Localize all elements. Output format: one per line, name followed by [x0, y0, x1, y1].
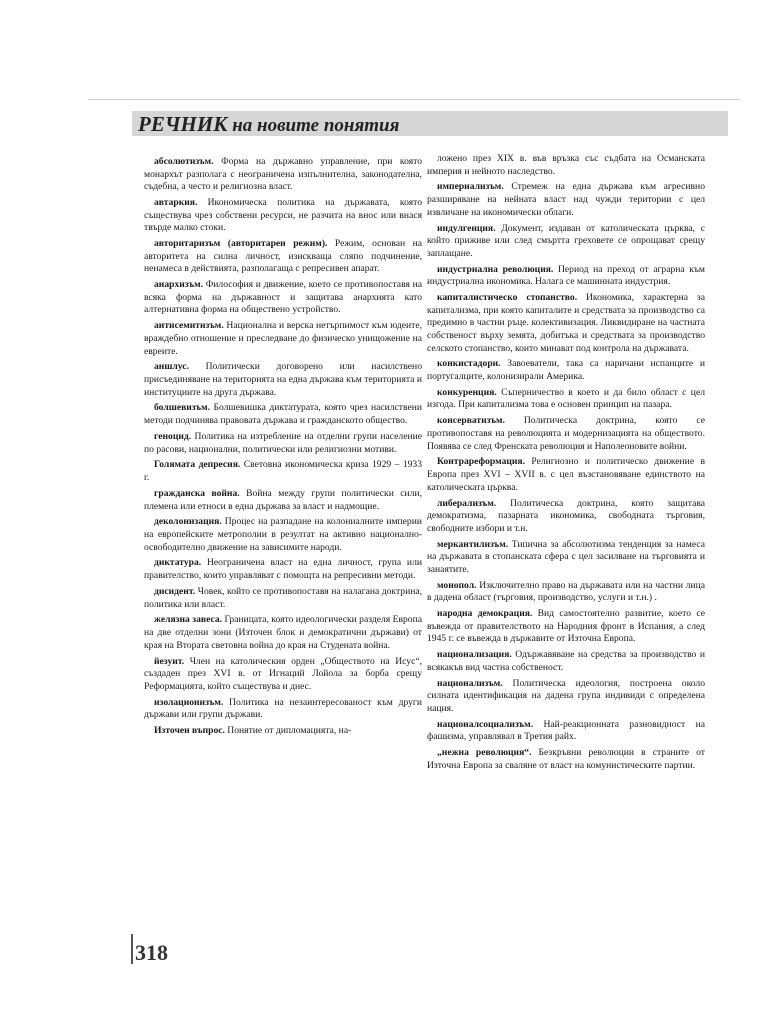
glossary-entry: [144, 279, 422, 317]
glossary-definition: Болшевишка диктатурата, която чрез насилствени методи подчинява правовата държава и гражданското общество.: [144, 402, 422, 427]
glossary-definition: Период на преход от аграрна към индустриална икономика. Налага се машинната индустрия.: [427, 263, 705, 288]
glossary-term: либерализъм.: [437, 497, 497, 509]
glossary-definition: Човек, който се противопоставя на налагана доктрина, политика или власт.: [144, 585, 422, 610]
glossary-definition: Съперничество в което и да било област с цел изгода. При капитализма това е основен принцип на пазара.: [427, 386, 705, 411]
glossary-term: националсоциализъм.: [437, 718, 534, 730]
glossary-term: консерватизъм.: [437, 415, 505, 427]
glossary-entry: [144, 656, 422, 694]
glossary-entry: [144, 614, 422, 652]
glossary-definition: Световна икономическа криза 1929 – 1933 г.: [144, 459, 423, 484]
glossary-definition: Политическа идеология, построена около силната идентификация на дадена група индивиди с определена нация.: [427, 677, 705, 714]
glossary-term: гражданска война.: [154, 487, 240, 499]
glossary-entry: [144, 586, 422, 611]
glossary-term: дисидент.: [154, 585, 196, 597]
page-heading: [138, 112, 399, 137]
glossary-term: монопол.: [437, 579, 477, 591]
glossary-definition: Завоеватели, така са наричани испанците и португалците, колонизирали Америка.: [427, 358, 705, 382]
glossary-term: автаркия.: [154, 197, 198, 209]
glossary-term: болшевизъм.: [154, 402, 211, 414]
glossary-entry: [144, 320, 422, 358]
glossary-entry: [144, 156, 422, 194]
glossary-definition: Най-реакционната разновидност на фашизма, управлявал в Третия райх.: [427, 718, 705, 743]
glossary-term: Голямата депресия.: [154, 459, 241, 471]
glossary-term: капиталистическо стопанство.: [437, 292, 578, 304]
page-number-bar: [131, 934, 133, 964]
glossary-term: индулгенция.: [437, 222, 496, 234]
glossary-term: Контрареформация.: [437, 456, 526, 468]
right-column: [427, 153, 705, 776]
glossary-entry: [427, 678, 705, 716]
glossary-term: йезуит.: [154, 655, 185, 667]
glossary-definition: Процес на разпадане на колониалните империи на европейските метрополии в резултат на активно национално-освободително движение на зависимите народи.: [144, 516, 422, 553]
glossary-entry: [144, 238, 422, 276]
glossary-definition: Типична за абсолютизма тенденция за намеса на държавата в стопанската сфера с цел засилване на търговията и занаятите.: [427, 538, 705, 575]
glossary-definition: Изключително право на държавата или на частни лица в дадена област (търговия, производство, услуги и т.н.) .: [427, 579, 705, 604]
glossary-entry: [427, 153, 705, 178]
glossary-entry: [144, 697, 422, 722]
glossary-term: индустриална революция.: [437, 263, 554, 275]
glossary-term: антисемитизъм.: [154, 320, 224, 332]
glossary-term: меркантилизъм.: [437, 538, 509, 550]
glossary-term: изолационизъм.: [154, 696, 224, 708]
glossary-term: абсолютизъм.: [154, 156, 214, 167]
glossary-entry: [427, 719, 705, 744]
top-rule: [88, 99, 740, 100]
glossary-definition: Режим, основан на авторитета на силна личност, изискваща сляпо подчинение, ненамеса в действията, разполагаща с репресивен апарат.: [144, 238, 422, 275]
glossary-entry: [427, 223, 705, 261]
glossary-definition: Понятие от дипломацията, на-: [224, 725, 352, 737]
glossary-definition: Политическа доктрина, която защитава демократизма, пазарната икономика, свободната търговия, свободните избори и т.н.: [427, 497, 705, 534]
glossary-definition: Религиозно и политическо движение в Европа през XVI – XVII в. с цел възстановяване единството на католическата църква.: [427, 456, 705, 493]
heading-rest: на новите понятия: [227, 115, 400, 136]
glossary-entry: [427, 747, 705, 772]
glossary-term: национализация.: [437, 649, 512, 661]
glossary-definition: Член на католическия орден „Обществото на Исус“, създаден през XVI в. от Игнаций Лойола за борба срещу Реформацията, който съществува и днес.: [144, 655, 422, 692]
glossary-definition: Икономическа политика на държавата, която съществува чрез собствени ресурси, не разчита на внос или внася твърде малко стоки.: [144, 197, 422, 234]
glossary-entry: [427, 608, 705, 646]
glossary-definition: Стремеж на една държава към агресивно разширяване на нейната власт над чужди територии с цел извличане на икономически облаги.: [427, 181, 705, 218]
glossary-entry: [427, 456, 705, 494]
glossary-definition: Икономика, характерна за капитализма, при която капиталите и средствата за производство са предимно в частни ръце. колективизация. Ликвидиране на частната собственост върху земята, добитъка и средствата за производство селското стопанство, които минават под контрола на държавата.: [427, 292, 705, 354]
glossary-entry: [144, 557, 422, 582]
glossary-entry: [427, 539, 705, 577]
glossary-term: конкуренция.: [437, 386, 497, 398]
glossary-entry: [427, 264, 705, 289]
glossary-definition: Война между групи политически сили, племена или етноси в една държава за власт и надмощие.: [144, 487, 422, 512]
glossary-term: деколонизация.: [154, 516, 222, 528]
glossary-entry: [427, 387, 705, 412]
glossary-term: конкистадори.: [437, 358, 501, 370]
left-column: [144, 156, 422, 741]
page-number: 318: [135, 940, 168, 965]
glossary-definition: Политическа доктрина, която се противопоставя на революцията и модернизацията на обществото. Появява се след Френската революция и Наполеоновите войни.: [427, 415, 705, 452]
glossary-entry: [427, 358, 705, 383]
glossary-entry: [144, 725, 422, 738]
glossary-entry: [144, 488, 422, 513]
glossary-entry: [427, 181, 705, 219]
glossary-term: Източен въпрос.: [154, 725, 225, 737]
glossary-entry: [427, 649, 705, 674]
glossary-definition: Форма на държавно управление, при която монархът разполага с неограничена изпълнителна, законодателна, съдебна, а често и религиозна власт.: [144, 156, 422, 193]
glossary-definition: ложено през XIX в. във връзка със съдбата на Османската империя и нейното наследство.: [427, 153, 705, 177]
heading-main-word: РЕЧНИК: [138, 112, 228, 136]
glossary-definition: Философия и движение, което се противопоставя на всяка форма на държавност и защитава анархията като алтернативна форма на обществено устройство.: [144, 279, 422, 316]
glossary-term: аншлус.: [154, 361, 189, 373]
glossary-entry: [144, 459, 422, 484]
glossary-definition: Вид самостоятелно развитие, което се въвежда от правителството на Народния фронт в Испания, а след 1945 г. се въвежда в държавите от Източна Европа.: [427, 608, 705, 645]
glossary-term: анархизъм.: [154, 279, 203, 291]
glossary-term: народна демокрация.: [437, 608, 533, 620]
glossary-definition: Политически договорено или насилствено присъединяване на територията на една държава към територията и институциите на друга държава.: [144, 361, 422, 398]
glossary-definition: Границата, която идеологически разделя Европа на две отделни зони (Източен блок и демократични държави) от края на Втората световна война до края на Студената война.: [144, 614, 422, 651]
glossary-term: империализъм.: [437, 181, 504, 193]
glossary-definition: Одържавяване на средства за производство и всякакъв вид частна собственост.: [427, 649, 705, 673]
glossary-entry: [427, 292, 705, 355]
glossary-definition: Политика на незаинтересованост към други държави или групи държави.: [144, 696, 422, 721]
glossary-definition: Политика на изтребление на отделни групи население по расови, национални, политически или религиозни мотиви.: [144, 430, 422, 455]
glossary-entry: [144, 361, 422, 399]
glossary-term: диктатура.: [154, 557, 202, 569]
glossary-definition: Безкръвни революции в страните от Източна Европа за сваляне от власт на комунистическите партии.: [427, 747, 705, 771]
glossary-entry: [427, 498, 705, 536]
glossary-definition: Документ, издаван от католическата църква, с който приживе или след смъртта греховете се опрощават срещу заплащане.: [427, 222, 705, 259]
glossary-entry: [427, 415, 705, 453]
glossary-entry: [427, 580, 705, 605]
glossary-entry: [144, 197, 422, 235]
glossary-term: геноцид.: [154, 430, 192, 442]
glossary-term: национализъм.: [437, 677, 503, 689]
glossary-term: желязна завеса.: [154, 614, 223, 626]
glossary-entry: [144, 516, 422, 554]
glossary-entry: [144, 402, 422, 427]
glossary-definition: Неограничена власт на една личност, група или правителство, които управляват с помощта на репресивни методи.: [144, 557, 422, 582]
glossary-entry: [144, 431, 422, 456]
glossary-term: „нежна революция“.: [437, 747, 532, 759]
glossary-definition: Национална и верска нетърпимост към юдеите, враждебно отношение и преследване до физическо унищожение на евреите.: [144, 320, 422, 357]
glossary-term: авторитаризъм (авторитарен режим).: [154, 238, 328, 250]
